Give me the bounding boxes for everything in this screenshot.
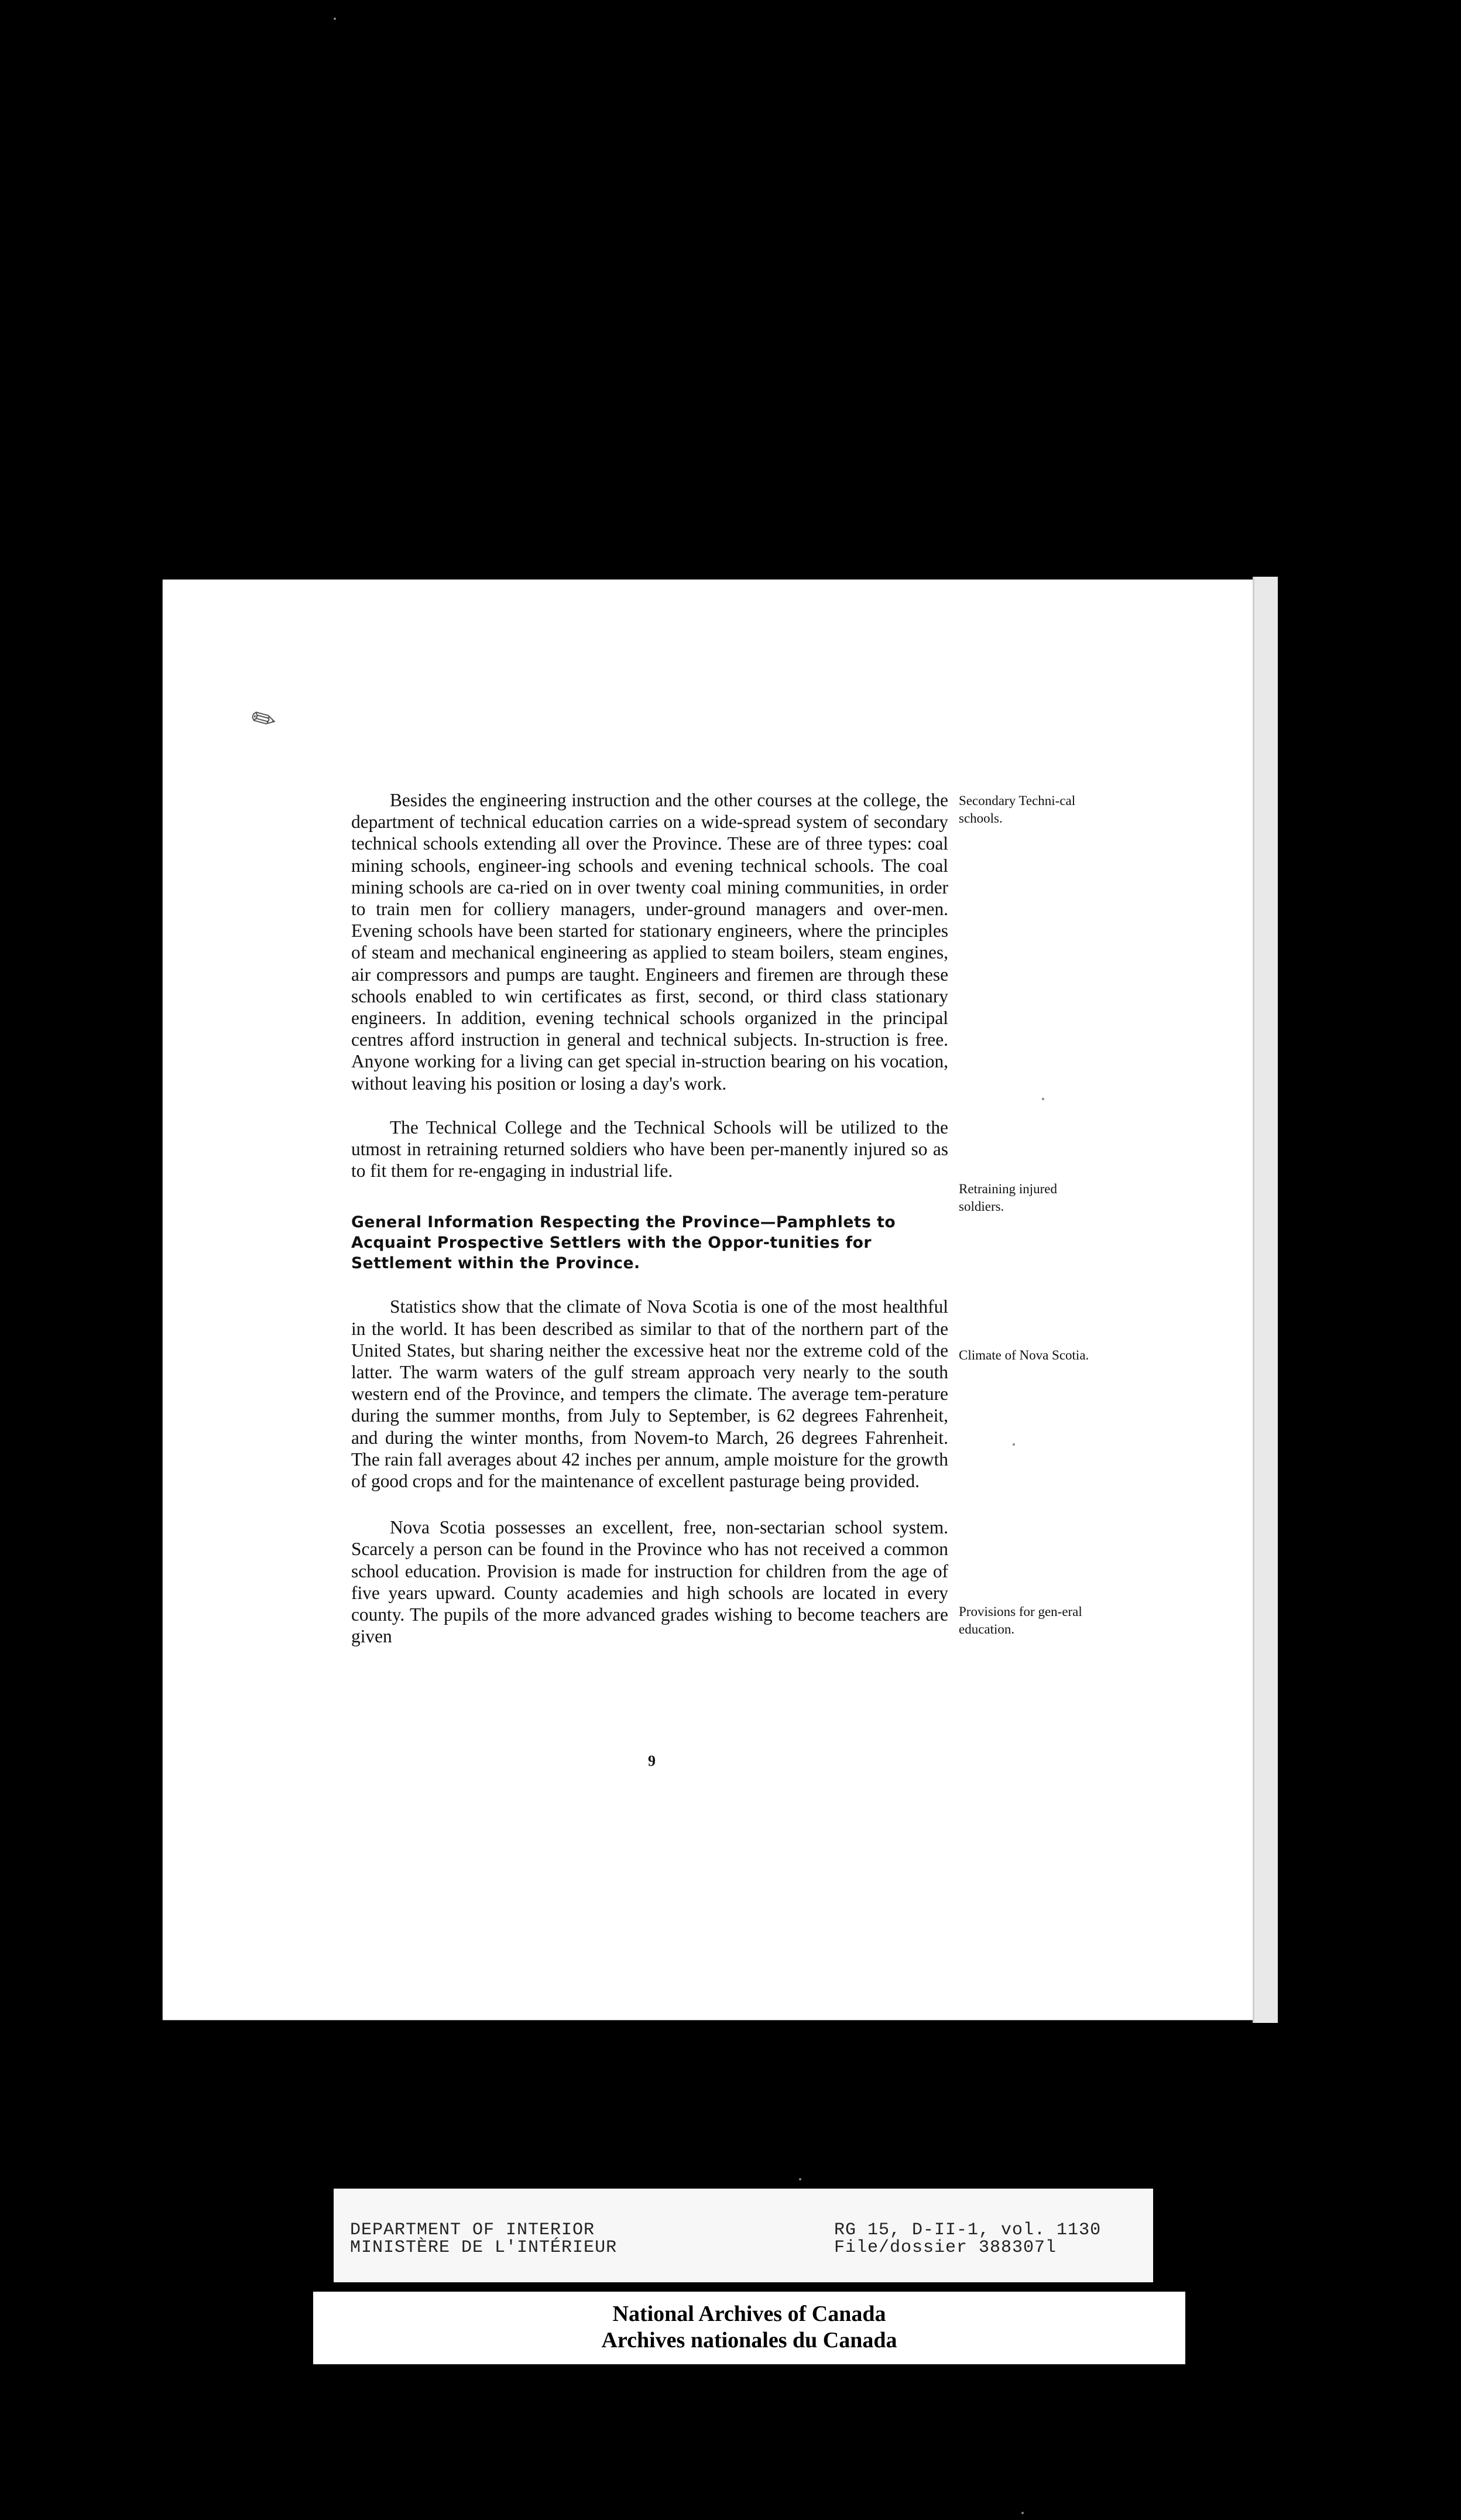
side-note-retraining: Retraining injured soldiers. (959, 1182, 1057, 1214)
pen-mark: ✎ (245, 699, 283, 740)
paragraph-technical-schools: Besides the engineering instruction and the other courses at the college, the department of technical education carries on a wide-spread system of secondary technical schools extending all over the Province. These are of three types: coal mining schools, engineer-ing schools and evening technical schools. The coal mining schools are ca-ried on in over twenty coal mining communities, in order to train men for colliery managers, under-ground managers and over-men. Evening schools have been started for stationary engineers, where the principles of steam and mechanical engineering as applied to steam boilers, steam engines, air compressors and pumps are taught. Engineers and firemen are through these schools enabled to win certificates as first, second, or third class stationary engineers. In addition, evening technical schools organized in the principal centres afford instruction in general and technical subjects. In-struction is free. Anyone working for a living can get special in-struction bearing on his vocation, without leaving his position or losing a day's work. (351, 790, 948, 1094)
main-text-column (351, 789, 948, 1648)
department-en: DEPARTMENT OF INTERIOR (350, 2220, 595, 2240)
reference-block (834, 2221, 1101, 2257)
file-dossier-ref: File/dossier 388307l (834, 2238, 1057, 2258)
national-archives-bar (313, 2292, 1185, 2364)
paragraph-retraining: The Technical College and the Technical Schools will be utilized to the utmost in retraining returned soldiers who have been per-manently injured so as to fit them for re-engaging in industrial life. (351, 1117, 948, 1182)
page-edge (1253, 577, 1278, 2023)
scan-speck (1042, 1098, 1044, 1100)
department-block (350, 2221, 617, 2257)
scan-speck (799, 2178, 801, 2180)
paragraph-education: Nova Scotia possesses an excellent, free, non-sectarian school system. Scarcely a person can be found in the Province who has not received a common school education. Provision is made for instruction for children from the age of five years upward. County academies and high schools are located in every county. The pupils of the more advanced grades wishing to become teachers are given (351, 1517, 948, 1647)
page-number: 9 (648, 1752, 656, 1769)
department-fr: MINISTÈRE DE L'INTÉRIEUR (350, 2238, 618, 2258)
scan-speck (1021, 2512, 1024, 2514)
scan-speck (334, 18, 336, 20)
side-note-education: Provisions for gen-eral education. (959, 1604, 1082, 1636)
section-heading: General Information Respecting the Province—Pamphlets to Acquaint Prospective Settlers with the Oppor-tunities for Settlement within the Province. (351, 1213, 896, 1273)
scan-speck (1013, 1443, 1015, 1446)
side-note-technical-schools: Secondary Techni-cal schools. (959, 793, 1076, 826)
record-group-ref: RG 15, D-II-1, vol. 1130 (834, 2220, 1102, 2240)
archive-file-label (334, 2189, 1153, 2282)
side-note-climate: Climate of Nova Scotia. (959, 1348, 1089, 1362)
archives-name-fr: Archives nationales du Canada (601, 2328, 897, 2353)
paragraph-climate: Statistics show that the climate of Nova Scotia is one of the most healthful in the world. It has been described as similar to that of the northern part of the United States, but sharing neither the excessive heat nor the extreme cold of the latter. The warm waters of the gulf stream approach very nearly to the south western end of the Province, and tempers the climate. The average tem-perature during the summer months, from July to September, is 62 degrees Fahrenheit, and during the winter months, from Novem-to March, 26 degrees Fahrenheit. The rain fall averages about 42 inches per annum, ample moisture for the growth of good crops and for the maintenance of excellent pasturage being provided. (351, 1296, 948, 1492)
archives-name-en: National Archives of Canada (612, 2302, 886, 2326)
